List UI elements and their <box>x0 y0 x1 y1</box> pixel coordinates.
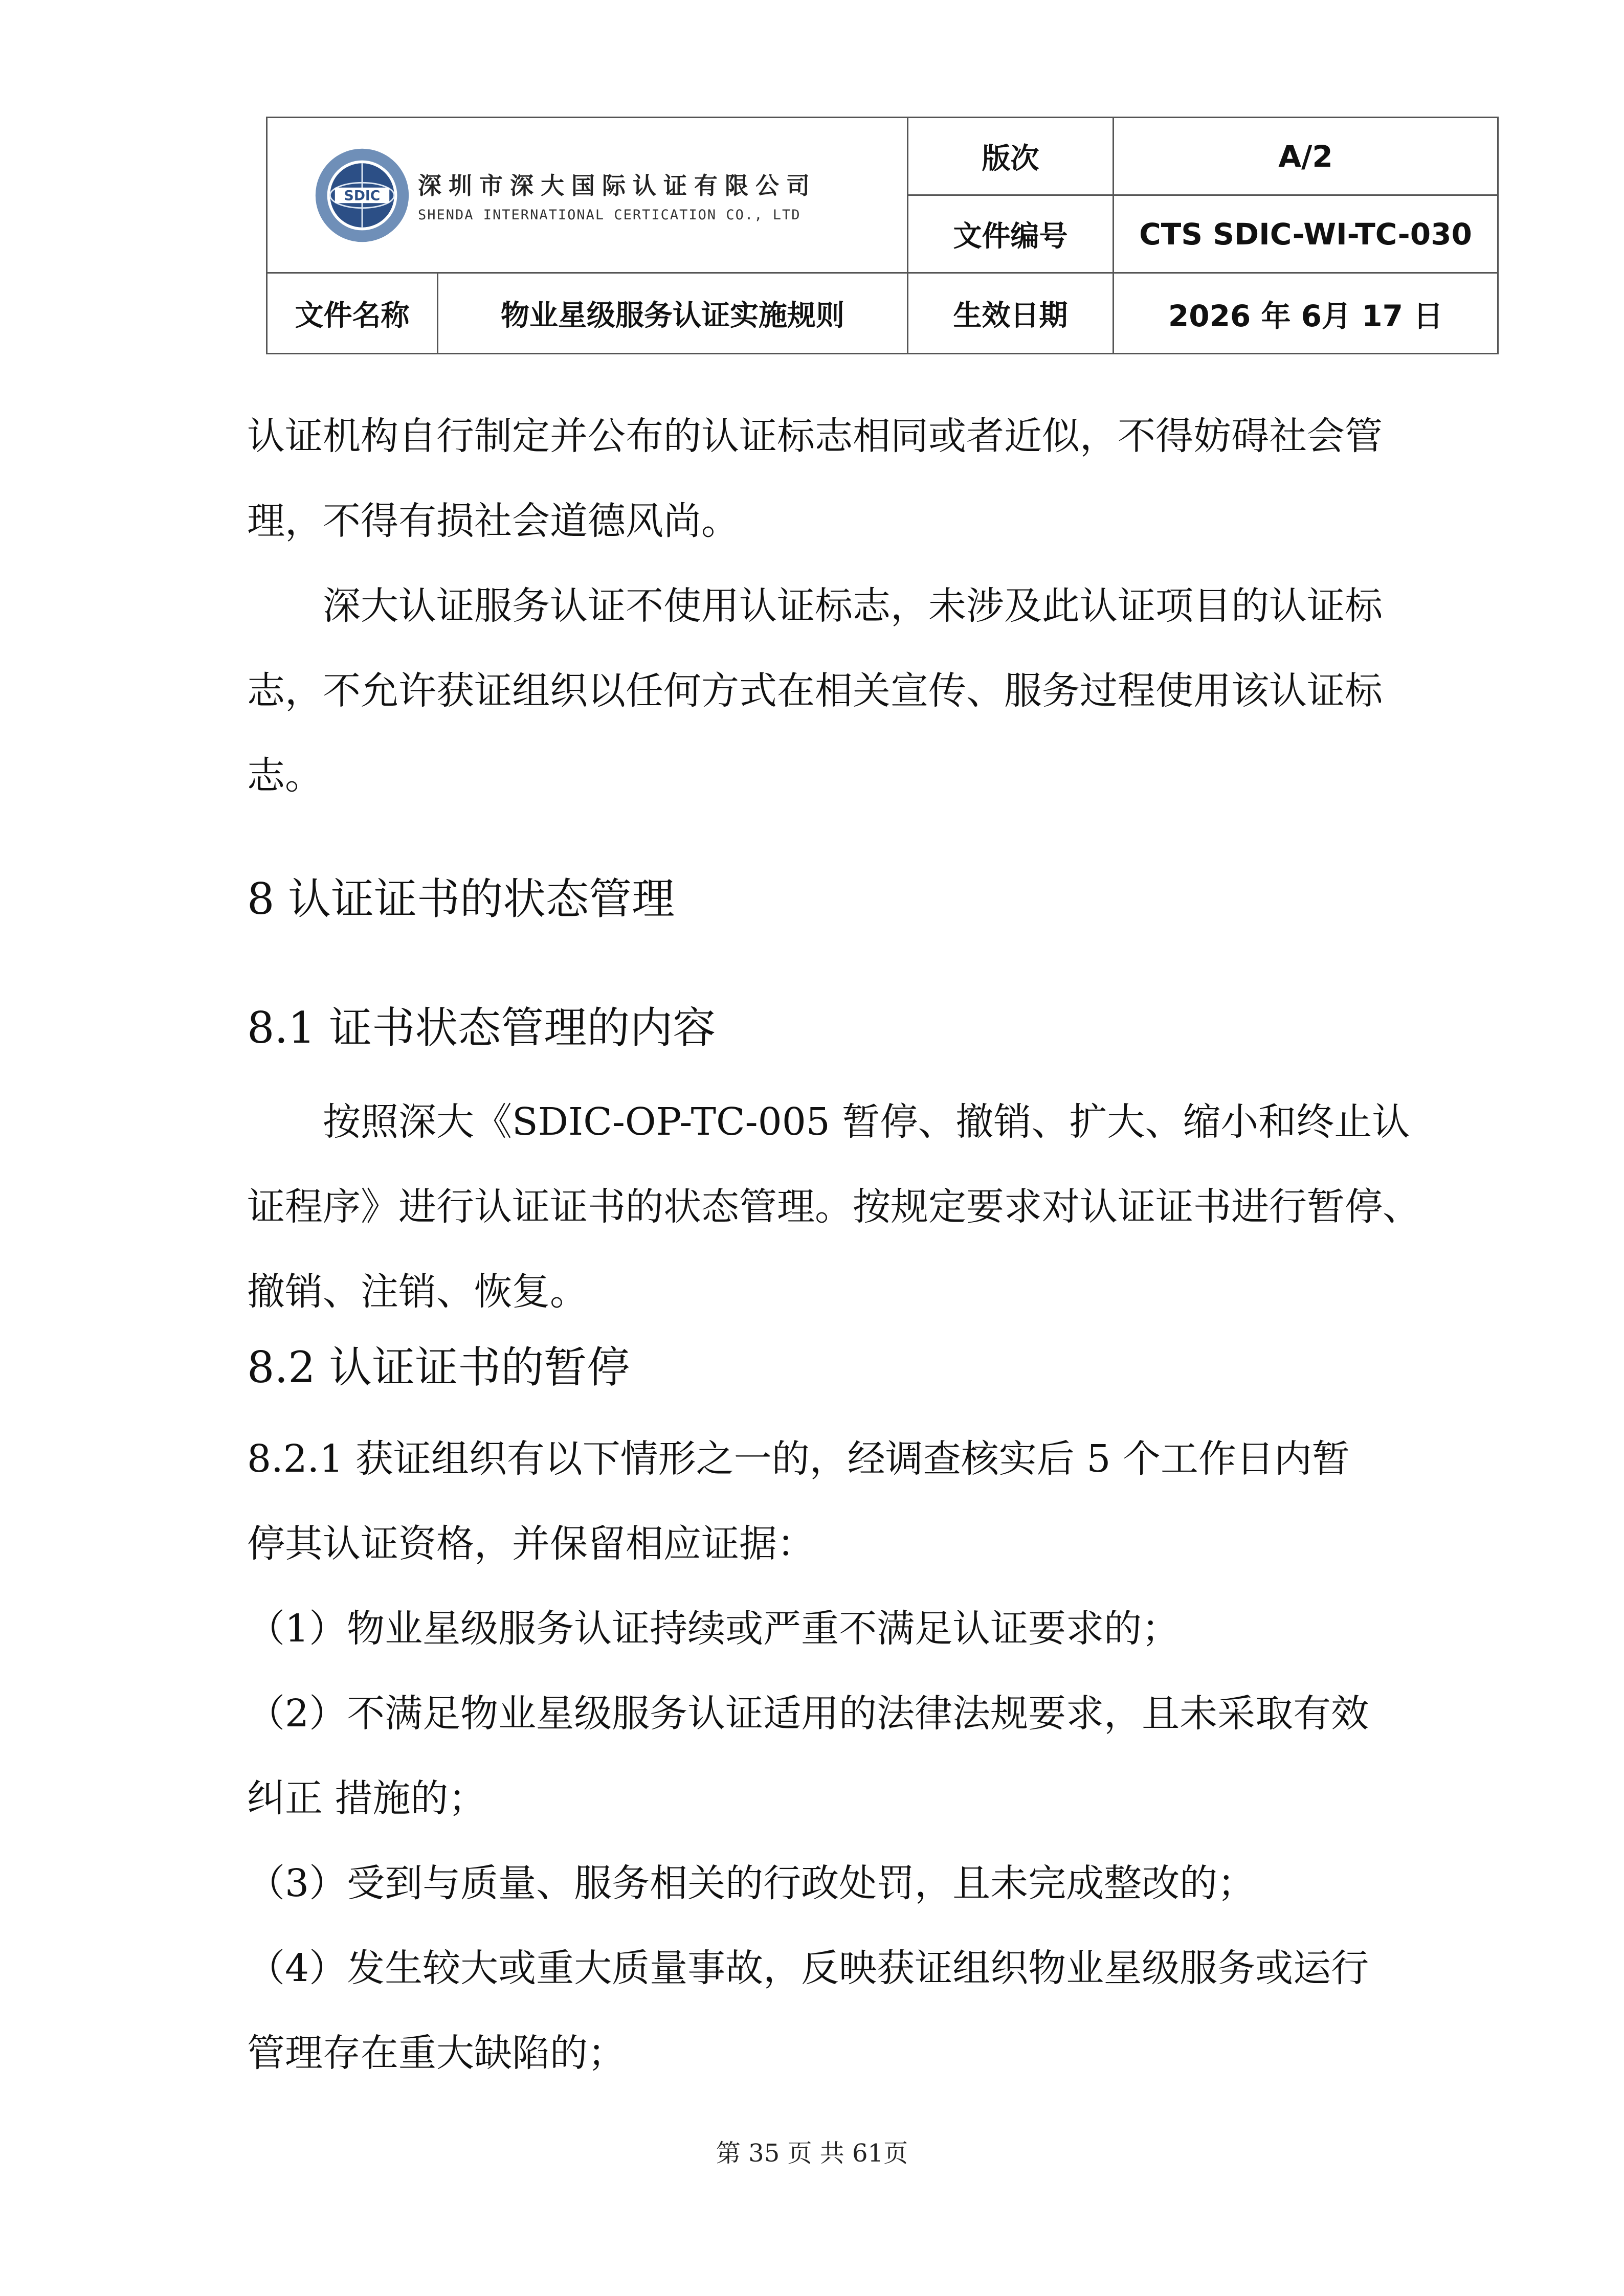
list-item: （1）物业星级服务认证持续或严重不满足认证要求的； <box>247 1607 1180 1651</box>
seal-text: SDIC <box>344 188 381 204</box>
company-name-cn: 深圳市深大国际认证有限公司 <box>418 172 817 199</box>
doc-name-value: 物业星级服务认证实施规则 <box>438 273 908 354</box>
paragraph-mark-not-used <box>247 564 1403 818</box>
page-number-footer: 第 35 页 共 61页 <box>716 2139 908 2168</box>
effective-date-value: 2026 年 6月 17 日 <box>1114 273 1498 354</box>
edition-value: A/2 <box>1114 118 1498 195</box>
clause-8-2-1 <box>247 1416 1403 2096</box>
paragraph-status-management <box>247 1079 1420 1334</box>
text-line: 停其认证资格，并保留相应证据： <box>247 1522 815 1566</box>
list-item: （3）受到与质量、服务相关的行政处罚，且未完成整改的； <box>247 1861 1256 1905</box>
text-line: 认证机构自行制定并公布的认证标志相同或者近似，不得妨碍社会管 <box>247 414 1383 458</box>
text-line: 志。 <box>247 754 323 798</box>
company-seal-icon <box>314 147 411 244</box>
company-logo <box>314 147 907 244</box>
text-line: 8.2.1 获证组织有以下情形之一的，经调查核实后 5 个工作日内暂 <box>247 1437 1350 1481</box>
doc-number-value: CTS SDIC-WI-TC-030 <box>1114 195 1498 273</box>
text-line: 深大认证服务认证不使用认证标志，未涉及此认证项目的认证标 <box>247 584 1383 628</box>
edition-label: 版次 <box>908 118 1114 195</box>
text-line: 按照深大《SDIC-OP-TC-005 暂停、撤销、扩大、缩小和终止认 <box>247 1100 1410 1144</box>
company-logo-cell <box>267 118 908 273</box>
company-name-en: SHENDA INTERNATIONAL CERTICATION CO., LTD <box>418 207 801 223</box>
text-line: 撤销、注销、恢复。 <box>247 1270 588 1314</box>
section-8-2-heading: 8.2 认证证书的暂停 <box>247 1342 630 1392</box>
list-item: （2）不满足物业星级服务认证适用的法律法规要求，且未采取有效 <box>247 1692 1369 1736</box>
list-item-continuation: 纠正 措施的； <box>247 1776 486 1820</box>
doc-number-label: 文件编号 <box>908 195 1114 273</box>
text-line: 证程序》进行认证证书的状态管理。按规定要求对认证证书进行暂停、 <box>247 1185 1420 1229</box>
doc-name-label: 文件名称 <box>267 273 438 354</box>
paragraph-certification-mark-rules <box>247 394 1403 564</box>
effective-date-label: 生效日期 <box>908 273 1114 354</box>
list-item-continuation: 管理存在重大缺陷的； <box>247 2031 626 2075</box>
text-line: 理，不得有损社会道德风尚。 <box>247 499 739 543</box>
document-header-table <box>266 117 1499 354</box>
section-8-1-heading: 8.1 证书状态管理的内容 <box>247 1003 716 1053</box>
list-item: （4）发生较大或重大质量事故，反映获证组织物业星级服务或运行 <box>247 1946 1369 1990</box>
text-line: 志，不允许获证组织以任何方式在相关宣传、服务过程使用该认证标 <box>247 669 1383 713</box>
section-8-heading: 8 认证证书的状态管理 <box>247 874 675 924</box>
